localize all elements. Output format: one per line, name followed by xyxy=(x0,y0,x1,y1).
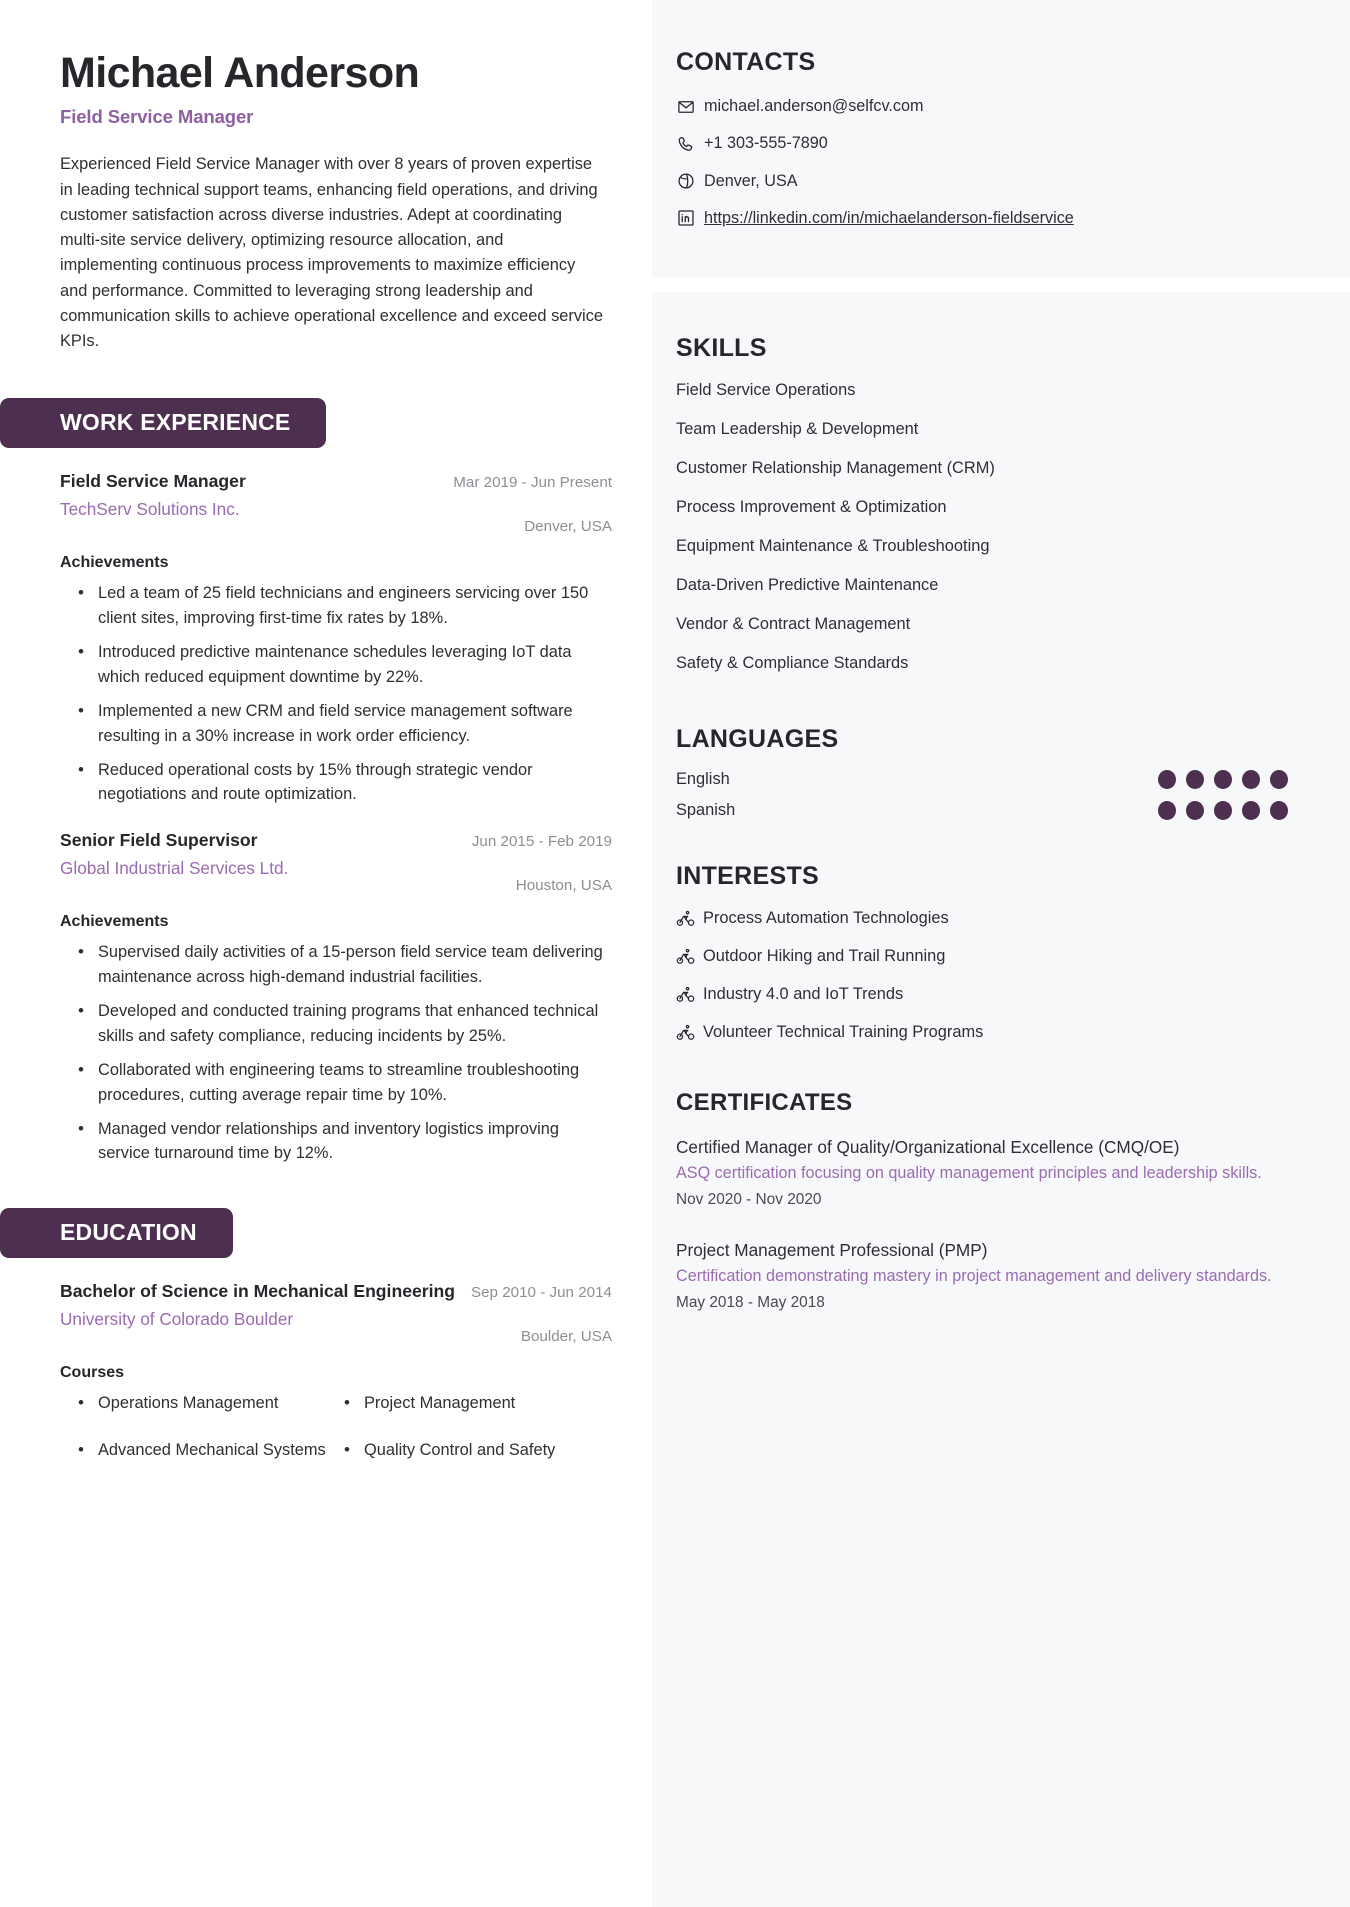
entry-header xyxy=(60,829,612,896)
proficiency-dot xyxy=(1186,770,1204,789)
languages-section xyxy=(676,725,1302,820)
achievements-list xyxy=(60,940,612,1167)
languages-heading: LANGUAGES xyxy=(676,725,839,754)
employment-location: Houston, USA xyxy=(515,877,612,895)
skill-item: Safety & Compliance Standards xyxy=(676,654,909,673)
contact-value: +1 303-555-7890 xyxy=(704,134,828,153)
entry-meta xyxy=(453,470,612,537)
certificates-list xyxy=(676,1135,1302,1313)
envelope-icon xyxy=(676,97,695,116)
achievement-item: • Introduced predictive maintenance schedules leveraging IoT data which reduced equipment downtime by 22%. xyxy=(98,640,612,690)
work-experience-entry xyxy=(60,829,612,1166)
phone-icon xyxy=(676,134,695,153)
job-title: Field Service Manager xyxy=(60,106,254,128)
contact-value[interactable]: https://linkedin.com/in/michaelanderson-fieldservice xyxy=(704,208,1074,227)
employer-name: Global Industrial Services Ltd. xyxy=(60,857,289,878)
sidebar-divider xyxy=(652,278,1350,292)
interest-label: Outdoor Hiking and Trail Running xyxy=(703,947,946,966)
certificates-section xyxy=(676,1089,1302,1313)
certificate-item xyxy=(676,1135,1302,1210)
courses-label: Courses xyxy=(60,1363,125,1381)
interests-list xyxy=(676,907,1302,1044)
sidebar-sections-card xyxy=(652,292,1350,1907)
interest-item xyxy=(676,1021,1302,1044)
proficiency-dot xyxy=(1158,770,1176,789)
employer-name: TechServ Solutions Inc. xyxy=(60,498,240,519)
work-experience-section xyxy=(60,398,612,1166)
work-experience-entry xyxy=(60,470,612,807)
certificate-description: Certification demonstrating mastery in project management and delivery standards. xyxy=(676,1267,1272,1286)
bicycle-icon xyxy=(676,909,695,928)
proficiency-rating xyxy=(1158,801,1288,820)
proficiency-rating xyxy=(1158,770,1288,789)
certificate-date: Nov 2020 - Nov 2020 xyxy=(676,1190,822,1208)
interest-item xyxy=(676,907,1302,930)
institution-name: University of Colorado Boulder xyxy=(60,1308,294,1329)
degree-name: Bachelor of Science in Mechanical Engineering xyxy=(60,1281,455,1302)
contact-item[interactable] xyxy=(676,207,1302,230)
job-role: Senior Field Supervisor xyxy=(60,830,258,851)
certificates-heading: CERTIFICATES xyxy=(676,1088,853,1116)
skill-item: Customer Relationship Management (CRM) xyxy=(676,459,995,478)
course-item: • Operations Management xyxy=(98,1391,346,1416)
entry-header xyxy=(60,470,612,537)
contact-value: michael.anderson@selfcv.com xyxy=(704,97,924,115)
education-heading: EDUCATION xyxy=(0,1208,233,1258)
skill-item: Data-Driven Predictive Maintenance xyxy=(676,576,939,595)
achievement-item: • Reduced operational costs by 15% through strategic vendor negotiations and route optimization. xyxy=(98,758,612,808)
linkedin-icon xyxy=(676,209,695,228)
achievement-item: • Collaborated with engineering teams to streamline troubleshooting procedures, cutting average repair time by 10%. xyxy=(98,1058,612,1108)
contacts-heading: CONTACTS xyxy=(676,48,816,76)
entry-left xyxy=(60,829,458,879)
contact-item xyxy=(676,132,1302,155)
main-content-column xyxy=(0,0,652,1907)
interest-label: Volunteer Technical Training Programs xyxy=(703,1022,984,1041)
spacer xyxy=(676,832,1302,862)
proficiency-dot xyxy=(1270,770,1288,789)
professional-summary: Experienced Field Service Manager with over 8 years of proven expertise in leading technical support teams, enhancing field operations, and driving customer satisfaction across diverse industries. Adept at coordinating multi-site service delivery, optimizing resource allocation, and implementing continuous process improvements to maximize efficiency and performance. Committed to leveraging strong leadership and communication skills to achieve operational excellence and exceed service KPIs. xyxy=(60,155,604,351)
achievement-item: • Supervised daily activities of a 15-person field service team delivering maintenance across high-demand industrial facilities. xyxy=(98,940,612,990)
education-entry xyxy=(60,1280,612,1484)
certificate-description: ASQ certification focusing on quality management principles and leadership skills. xyxy=(676,1164,1262,1183)
bicycle-icon xyxy=(676,1023,695,1042)
skills-section xyxy=(676,334,1302,675)
achievement-item: • Managed vendor relationships and inventory logistics improving service turnaround time by 12%. xyxy=(98,1117,612,1167)
language-name: Spanish xyxy=(676,801,736,820)
course-item: • Quality Control and Safety xyxy=(364,1438,612,1463)
skills-heading: SKILLS xyxy=(676,334,767,363)
bicycle-icon xyxy=(676,947,695,966)
work-experience-heading: WORK EXPERIENCE xyxy=(0,398,326,448)
globe-icon xyxy=(676,172,695,191)
proficiency-dot xyxy=(1158,801,1176,820)
contacts-card xyxy=(652,0,1350,278)
job-role: Field Service Manager xyxy=(60,471,246,492)
certificate-date: May 2018 - May 2018 xyxy=(676,1293,825,1311)
certificate-name: Certified Manager of Quality/Organizational Excellence (CMQ/OE) xyxy=(676,1136,1180,1157)
certificate-item xyxy=(676,1238,1302,1313)
proficiency-dot xyxy=(1214,801,1232,820)
entry-left xyxy=(60,1280,457,1330)
proficiency-dot xyxy=(1242,801,1260,820)
education-section xyxy=(60,1208,612,1484)
education-dates: Sep 2010 - Jun 2014 xyxy=(470,1284,612,1302)
education-location: Boulder, USA xyxy=(520,1328,612,1346)
skill-item: Equipment Maintenance & Troubleshooting xyxy=(676,537,990,556)
education-list xyxy=(60,1280,612,1484)
achievements-list xyxy=(60,581,612,808)
work-experience-list xyxy=(60,470,612,1166)
employment-dates: Mar 2019 - Jun Present xyxy=(453,474,612,492)
skill-item: Field Service Operations xyxy=(676,381,856,400)
proficiency-dot xyxy=(1242,770,1260,789)
language-item xyxy=(676,770,1302,789)
proficiency-dot xyxy=(1214,770,1232,789)
achievements-label: Achievements xyxy=(60,553,169,571)
employment-location: Denver, USA xyxy=(524,518,612,536)
spacer xyxy=(676,1059,1302,1089)
skill-item: Vendor & Contract Management xyxy=(676,615,911,634)
interests-heading: INTERESTS xyxy=(676,862,819,891)
proficiency-dot xyxy=(1186,801,1204,820)
skill-item: Team Leadership & Development xyxy=(676,420,919,439)
spacer xyxy=(676,691,1302,725)
courses-list xyxy=(60,1391,612,1484)
contact-value: Denver, USA xyxy=(704,171,798,190)
achievements-label: Achievements xyxy=(60,912,169,930)
achievement-item: • Led a team of 25 field technicians and engineers servicing over 150 client sites, improving first-time fix rates by 18%. xyxy=(98,581,612,631)
interest-item xyxy=(676,983,1302,1006)
entry-left xyxy=(60,470,439,520)
language-name: English xyxy=(676,770,730,789)
bicycle-icon xyxy=(676,985,695,1004)
languages-list xyxy=(676,770,1302,820)
entry-meta xyxy=(471,1280,612,1347)
course-item: • Advanced Mechanical Systems xyxy=(98,1438,346,1463)
sidebar-column xyxy=(652,0,1350,1907)
page-title: Michael Anderson xyxy=(60,49,420,97)
interest-item xyxy=(676,945,1302,968)
interest-label: Industry 4.0 and IoT Trends xyxy=(703,985,904,1003)
skills-list xyxy=(676,379,1302,675)
skill-item: Process Improvement & Optimization xyxy=(676,498,947,517)
course-item: • Project Management xyxy=(364,1391,612,1416)
achievement-item: • Developed and conducted training programs that enhanced technical skills and safety compliance, reducing incidents by 25%. xyxy=(98,999,612,1049)
interest-label: Process Automation Technologies xyxy=(703,909,949,928)
language-item xyxy=(676,801,1302,820)
interests-section xyxy=(676,862,1302,1044)
contacts-list xyxy=(676,95,1302,230)
achievement-item: • Implemented a new CRM and field service management software resulting in a 30% increase in work order efficiency. xyxy=(98,699,612,749)
entry-header xyxy=(60,1280,612,1347)
contact-item xyxy=(676,170,1302,193)
entry-meta xyxy=(472,829,612,896)
employment-dates: Jun 2015 - Feb 2019 xyxy=(471,833,612,851)
certificate-name: Project Management Professional (PMP) xyxy=(676,1240,988,1261)
proficiency-dot xyxy=(1270,801,1288,820)
contact-item xyxy=(676,95,1302,118)
